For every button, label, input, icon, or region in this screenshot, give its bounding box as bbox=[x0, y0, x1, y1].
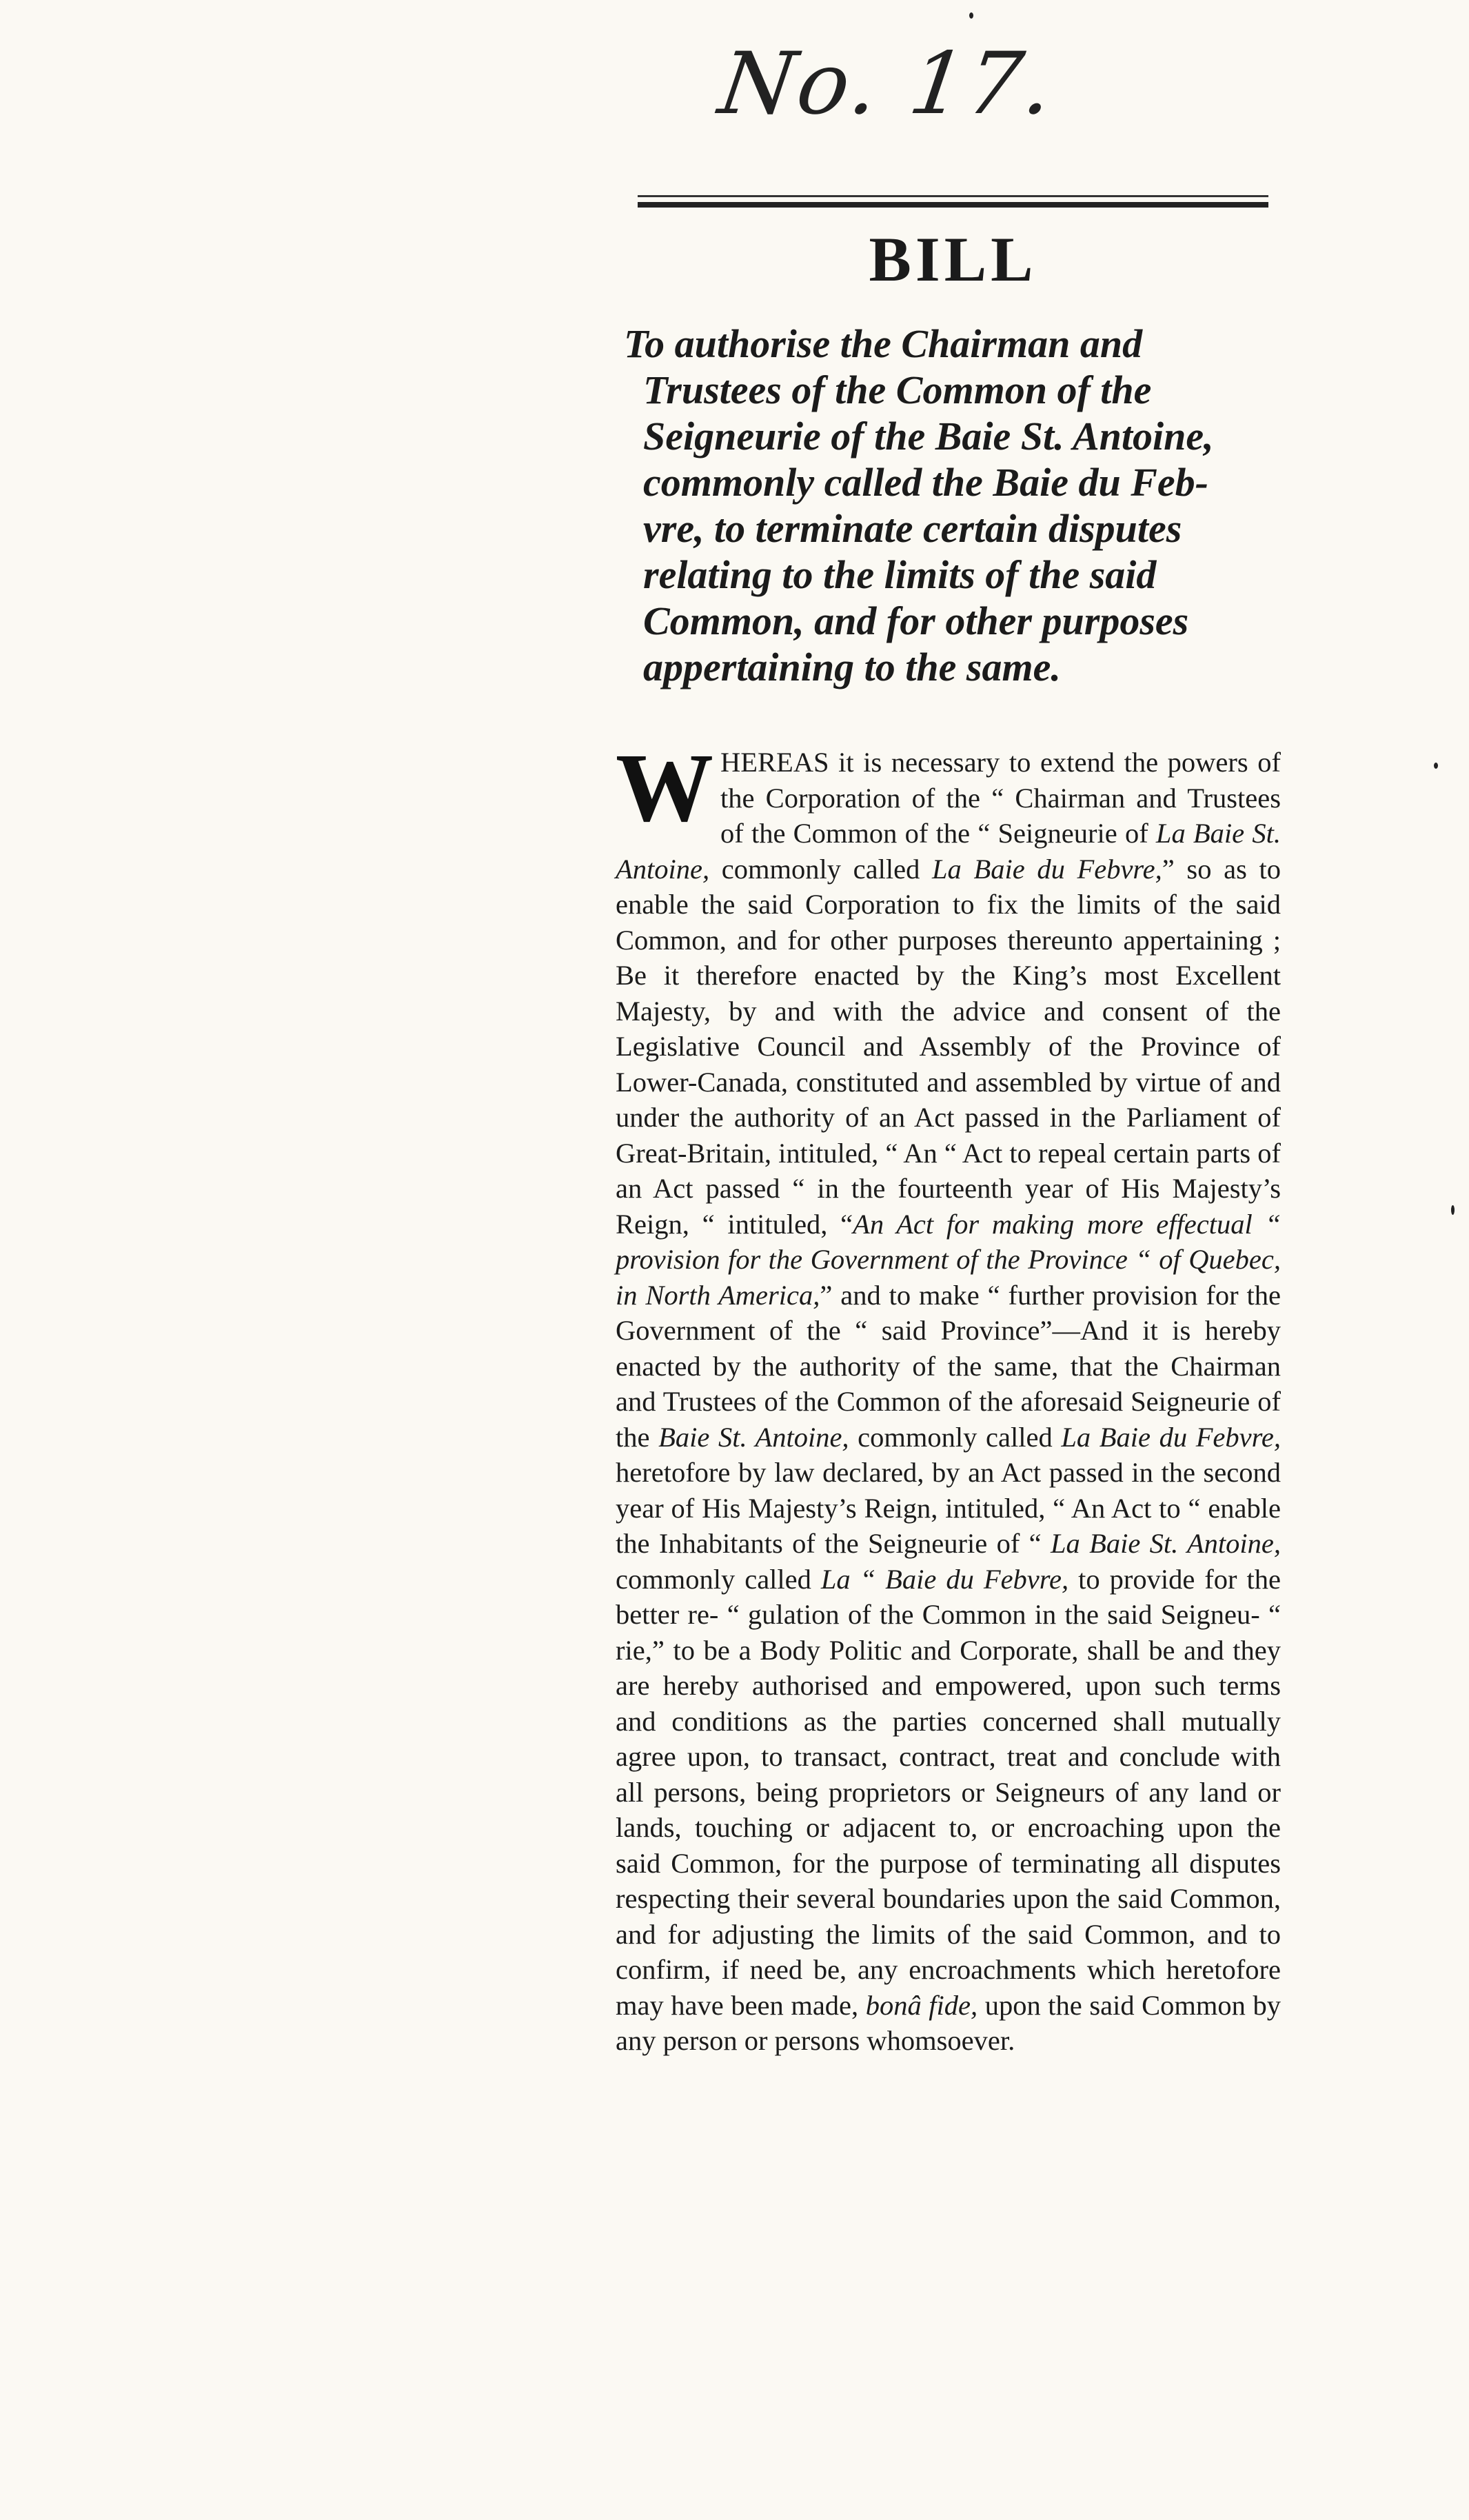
title-line: appertaining to the same. bbox=[643, 645, 1061, 689]
body-segment: upon the said Common by any person or persons whomsoever. bbox=[616, 1989, 1281, 2056]
body-segment: commonly called bbox=[849, 1421, 1062, 1453]
title-line: To authorise the Chairman and bbox=[624, 321, 1143, 366]
bill-heading: BILL bbox=[869, 224, 1037, 294]
bill-title bbox=[624, 321, 1268, 690]
title-line: Common, and for other purposes bbox=[643, 598, 1189, 643]
body-segment: heretofore by law declared, by an Act passed in the second year of His Majesty’s Reign, intituled, “ An Act to “ enable the Inhabitants of the Seigneurie of “ bbox=[616, 1457, 1281, 1559]
title-line: Seigneurie of the Baie St. Antoine, bbox=[643, 414, 1214, 458]
double-rule-divider bbox=[638, 195, 1268, 197]
body-segment: HEREAS it is necessary to extend the powers of the Corporation of the “ Chairman and Trustees of the Common of the “ Seigneurie of bbox=[720, 747, 1281, 849]
body-segment: ” and to make “ further provision for the Government of the “ said Province”—And it is hereby enacted by the authority of the same, that the Chairman and Trustees of the Common of the aforesaid Seigneurie of the bbox=[616, 1279, 1281, 1453]
handwritten-bill-number: No. 17. bbox=[713, 34, 1062, 134]
body-segment: Baie St. Antoine, bbox=[658, 1421, 849, 1453]
body-segment: La “ Baie du Febvre, bbox=[820, 1563, 1069, 1595]
title-line: relating to the limits of the said bbox=[643, 552, 1157, 597]
body-segment: bonâ fide, bbox=[865, 1989, 978, 2021]
title-line: commonly called the Baie du Feb- bbox=[643, 460, 1208, 505]
drop-cap: W bbox=[616, 733, 713, 842]
ink-speck bbox=[969, 12, 973, 19]
title-line: Trustees of the Common of the bbox=[643, 367, 1152, 412]
body-segment: La Baie St. Antoine, bbox=[1050, 1528, 1281, 1559]
body-segment: La Baie St. Antoine, bbox=[616, 818, 1281, 885]
ink-speck bbox=[1434, 763, 1438, 769]
body-segment: La Baie du Febvre, bbox=[1061, 1421, 1281, 1453]
body-segment: commonly called bbox=[709, 853, 933, 885]
body-segment: to provide for the better re- “ gulation of the Common in the said Seigneu- “ rie,” to be a Body Politic and Corporate, shall be and they are hereby authorised and empowered, upon such terms and conditions as the parties concerned shall mutually agree upon, to transact, contract, treat and conclude with all persons, being proprietors or Seigneurs of any land or lands, touching or adjacent to, or encroaching upon the said Common, for the purpose of terminating all disputes respecting their several boundaries upon the said Common, and for adjusting the limits of the said Common, and to confirm, if need be, any encroachments which heretofore may have been made, bbox=[616, 1563, 1281, 2021]
body-segment: ” so as to enable the said Corporation to fix the limits of the said Common, and for other purposes thereunto appertaining ; Be it therefore enacted by the King’s most Excellent Majesty, by and with the advice and consent of the Legislative Council and Assembly of the Province of Lower-Canada, constituted and assembled by virtue of and under the authority of an Act passed in the Parliament of Great-Britain, intituled, “ An “ Act to repeal certain parts of an Act passed “ in the fourteenth year of His Majesty’s Reign, “ intituled, “ bbox=[616, 853, 1281, 1240]
ink-speck bbox=[1451, 1205, 1455, 1215]
body-segment: commonly called bbox=[616, 1563, 821, 1595]
body-segment: La Baie du Febvre, bbox=[932, 853, 1162, 885]
title-line: vre, to terminate certain disputes bbox=[643, 506, 1182, 551]
body-segment: An Act for making more effectual “ provision for the Government of the Province “ of Quebec, in North America, bbox=[616, 1208, 1281, 1311]
bill-body-text bbox=[616, 733, 1281, 2059]
